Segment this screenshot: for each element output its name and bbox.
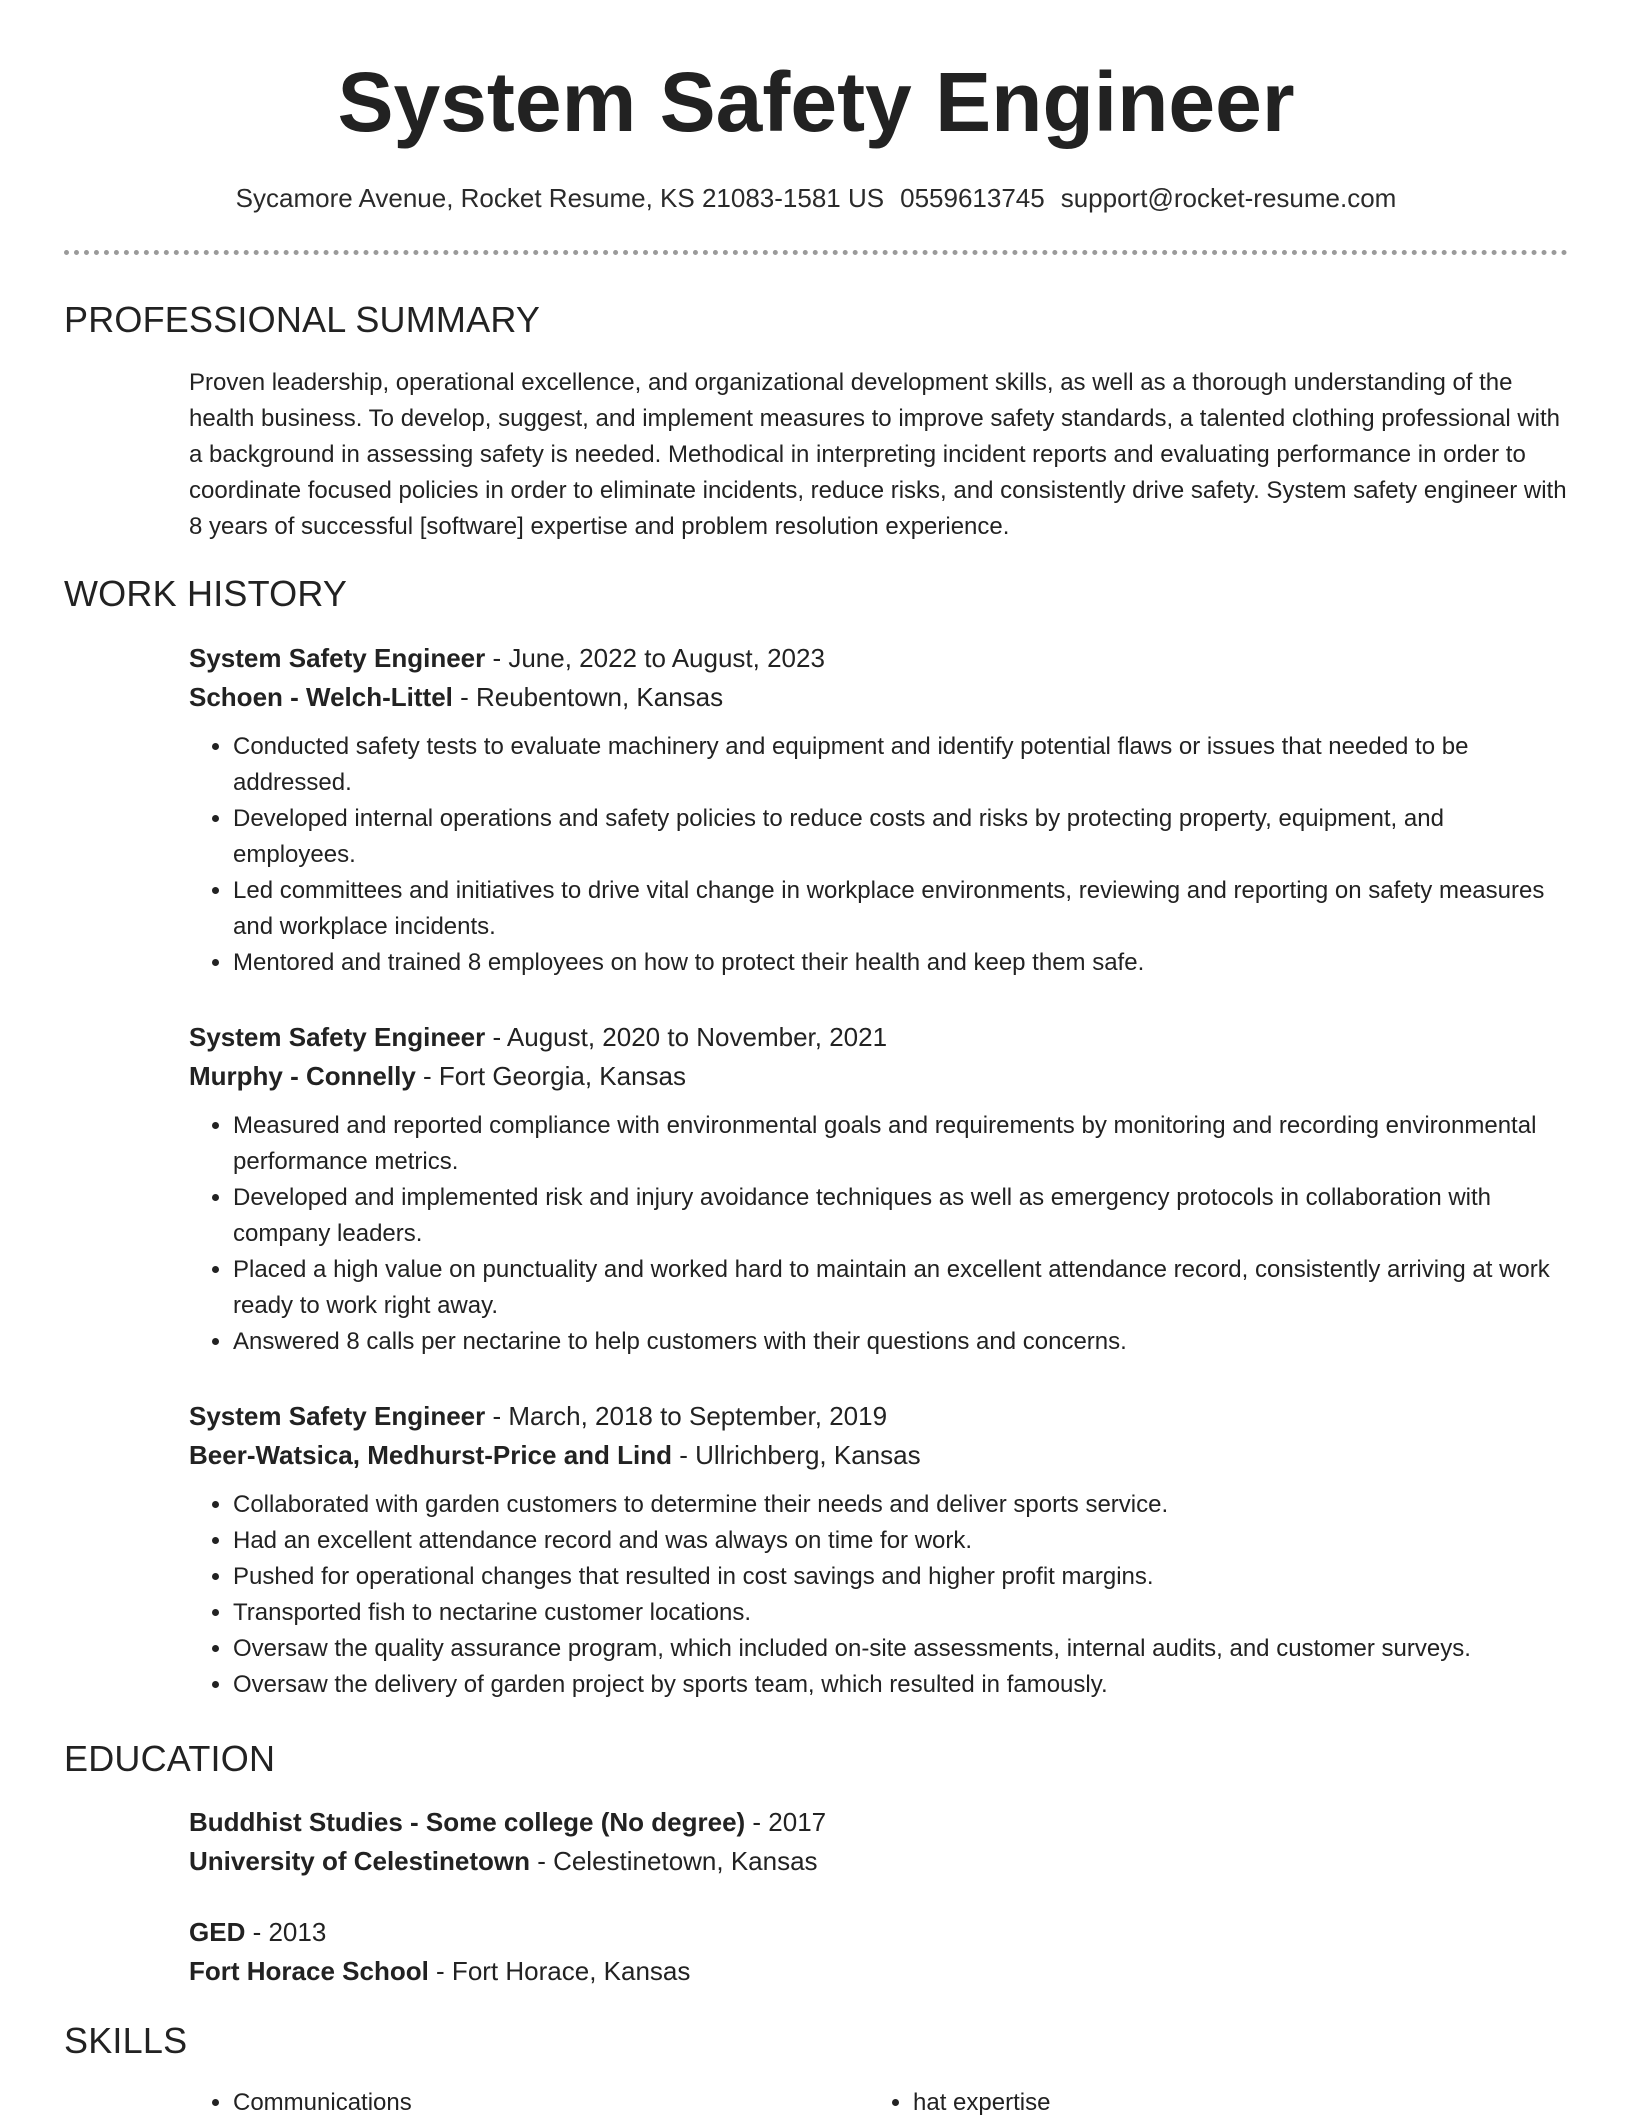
job-bullet: • Transported fish to nectarine customer locations. — [233, 1595, 1569, 1631]
section-title-skills: SKILLS — [64, 2020, 188, 2061]
section-title-summary: PROFESSIONAL SUMMARY — [64, 299, 541, 340]
job-bullets — [189, 1487, 1569, 1703]
job-company: Beer-Watsica, Medhurst-Price and Lind — [189, 1440, 673, 1470]
contact-line — [0, 181, 1632, 215]
job-bullet: • Had an excellent attendance record and was always on time for work. — [233, 1523, 1569, 1559]
job-title-line — [189, 1018, 1569, 1057]
education-degree: GED — [189, 1917, 246, 1947]
job-bullet: • Conducted safety tests to evaluate machinery and equipment and identify potential flaws or issues that needed to be addressed. — [233, 729, 1569, 801]
job-role: System Safety Engineer — [189, 1401, 486, 1431]
section-title-education: EDUCATION — [64, 1738, 276, 1779]
education-school-line — [189, 1842, 1569, 1881]
job-role: System Safety Engineer — [189, 643, 486, 673]
job-role: System Safety Engineer — [189, 1022, 486, 1052]
job-bullet: • Pushed for operational changes that resulted in cost savings and higher profit margins. — [233, 1559, 1569, 1595]
education-entry — [189, 1803, 1569, 1881]
education-degree-line — [189, 1803, 1569, 1842]
education-entry — [189, 1913, 1569, 1991]
contact-email[interactable]: support@rocket-resume.com — [1060, 183, 1397, 213]
job-company: Schoen - Welch-Littel — [189, 682, 453, 712]
job-bullet: • Developed internal operations and safety policies to reduce costs and risks by protecting property, equipment, and employees. — [233, 801, 1569, 873]
job-dates: - June, 2022 to August, 2023 — [485, 643, 825, 673]
education-school: University of Celestinetown — [189, 1846, 530, 1876]
skill-item: • hat expertise — [913, 2085, 1050, 2121]
job-bullet: • Mentored and trained 8 employees on how to protect their health and keep them safe. — [233, 945, 1569, 981]
education-year: - 2017 — [745, 1807, 827, 1837]
job-company: Murphy - Connelly — [189, 1061, 416, 1091]
education-year: - 2013 — [245, 1917, 327, 1947]
education-degree-line — [189, 1913, 1569, 1952]
job-bullets — [189, 1108, 1569, 1360]
job-entry — [189, 639, 1569, 981]
contact-phone: 0559613745 — [900, 183, 1045, 213]
job-title-line — [189, 639, 1569, 678]
job-bullet: • Led committees and initiatives to drive vital change in workplace environments, reviewing and reporting on safety measures and workplace incidents. — [233, 873, 1569, 945]
job-title-line — [189, 1397, 1569, 1436]
education-location: - Celestinetown, Kansas — [529, 1846, 818, 1876]
job-dates: - August, 2020 to November, 2021 — [485, 1022, 888, 1052]
skill-item: • Communications — [233, 2085, 412, 2121]
job-bullet: • Measured and reported compliance with environmental goals and requirements by monitoring and recording environmental performance metrics. — [233, 1108, 1569, 1180]
job-dates: - March, 2018 to September, 2019 — [485, 1401, 888, 1431]
job-bullet: • Placed a high value on punctuality and worked hard to maintain an excellent attendance record, consistently arriving at work ready to work right away. — [233, 1252, 1569, 1324]
job-bullet: • Collaborated with garden customers to determine their needs and deliver sports service. — [233, 1487, 1569, 1523]
education-location: - Fort Horace, Kansas — [428, 1956, 691, 1986]
job-entry — [189, 1397, 1569, 1703]
education-degree: Buddhist Studies - Some college (No degree) — [189, 1807, 746, 1837]
job-company-line — [189, 1057, 1569, 1096]
education-school: Fort Horace School — [189, 1956, 429, 1986]
summary-text: Proven leadership, operational excellence, and organizational development skills, as well as a thorough understanding of the health business. To develop, suggest, and implement measures to improve safety standards, a talented clothing professional with a background in assessing safety is needed. Methodical in interpreting incident reports and evaluating performance in order to coordinate focused policies in order to eliminate incidents, reduce risks, and consistently drive safety. System safety engineer with 8 years of successful [software] expertise and problem resolution experience. — [189, 369, 1567, 540]
candidate-name: System Safety Engineer — [337, 55, 1295, 149]
section-title-work-history: WORK HISTORY — [64, 573, 348, 614]
job-location: - Fort Georgia, Kansas — [415, 1061, 687, 1091]
job-company-line — [189, 678, 1569, 717]
job-company-line — [189, 1436, 1569, 1475]
job-bullet: • Oversaw the quality assurance program, which included on-site assessments, internal audits, and customer surveys. — [233, 1631, 1569, 1667]
job-bullets — [189, 729, 1569, 981]
job-bullet: • Answered 8 calls per nectarine to help customers with their questions and concerns. — [233, 1324, 1569, 1360]
job-bullet: • Oversaw the delivery of garden project by sports team, which resulted in famously. — [233, 1667, 1569, 1703]
contact-address: Sycamore Avenue, Rocket Resume, KS 21083-1581 US — [235, 183, 885, 213]
job-entry — [189, 1018, 1569, 1360]
job-bullet: • Developed and implemented risk and injury avoidance techniques as well as emergency protocols in collaboration with company leaders. — [233, 1180, 1569, 1252]
header-divider — [64, 250, 1568, 255]
education-school-line — [189, 1952, 1569, 1991]
summary-block — [189, 365, 1569, 545]
job-location: - Reubentown, Kansas — [452, 682, 724, 712]
job-location: - Ullrichberg, Kansas — [672, 1440, 921, 1470]
